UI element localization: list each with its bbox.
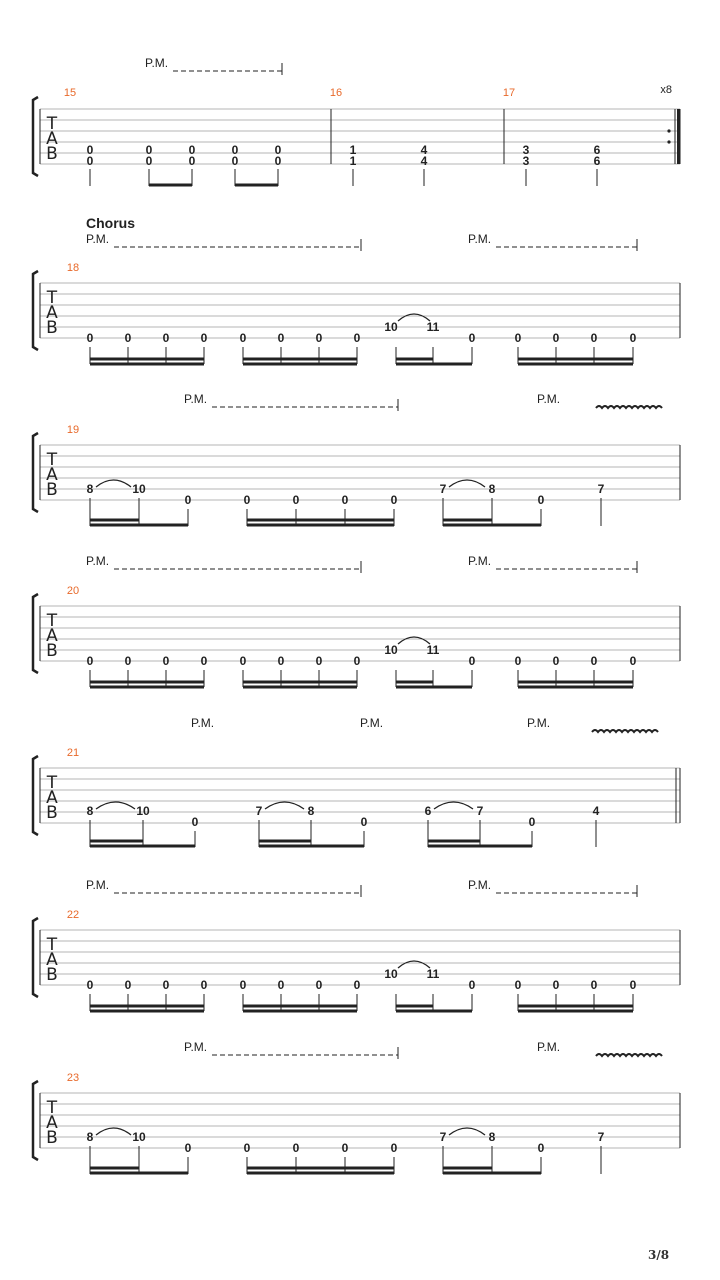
tab-note: 0: [145, 143, 153, 157]
tab-note: 0: [590, 331, 598, 345]
tab-note: 10: [384, 320, 398, 334]
system-3-system-bracket: [33, 433, 38, 512]
tab-note: 0: [315, 654, 323, 668]
tab-note: 4: [420, 143, 428, 157]
system-5-tab-b: B: [46, 803, 58, 823]
system-6-tab-a: A: [46, 950, 58, 970]
tab-note: 6: [593, 154, 601, 168]
system-5-system-bracket: [33, 756, 38, 835]
tab-note: 7: [597, 1130, 605, 1144]
system-6-tab-b: B: [46, 965, 58, 985]
tab-note: 0: [188, 143, 196, 157]
tab-note: 0: [353, 654, 361, 668]
system-7-tab-b: B: [46, 1128, 58, 1148]
tab-note: 1: [349, 143, 357, 157]
system-3-tab-b: B: [46, 480, 58, 500]
tab-note: 0: [184, 493, 192, 507]
system-7-pm-2-label: P.M.: [537, 1040, 561, 1054]
slur-tie: [96, 480, 131, 487]
tab-note: 0: [468, 331, 476, 345]
tab-note: 0: [537, 1141, 545, 1155]
slur-tie: [265, 802, 304, 809]
system-5-tab-t: T: [46, 773, 58, 793]
system-3-vibrato-wave: [596, 406, 662, 408]
system-4-tab-t: T: [46, 611, 58, 631]
system-6-pm-2-label: P.M.: [468, 878, 492, 892]
tab-note: 0: [239, 331, 247, 345]
tab-note: 0: [353, 978, 361, 992]
slur-tie: [398, 961, 430, 968]
tab-note: 0: [162, 654, 170, 668]
tab-note: 10: [136, 804, 150, 818]
tab-note: 0: [277, 978, 285, 992]
tab-note: 1: [349, 154, 357, 168]
system-6-system-bracket: [33, 918, 38, 997]
tab-note: 7: [476, 804, 484, 818]
tab-note: 0: [274, 154, 282, 168]
system-6-tab-t: T: [46, 935, 58, 955]
system-1-pm-label: P.M.: [145, 56, 169, 70]
tab-note: 0: [231, 143, 239, 157]
tab-note: 7: [439, 1130, 447, 1144]
system-4-pm-2-label: P.M.: [468, 554, 492, 568]
tab-note: 0: [360, 815, 368, 829]
tab-note: 0: [390, 493, 398, 507]
system-6-pm-1-label: P.M.: [86, 878, 110, 892]
tab-note: 0: [145, 154, 153, 168]
tab-note: 0: [537, 493, 545, 507]
tab-note: 0: [552, 978, 560, 992]
tab-note: 7: [255, 804, 263, 818]
system-2-tab-t: T: [46, 288, 58, 308]
system-3-pm-2-label: P.M.: [537, 392, 561, 406]
system-1-tab-t: T: [46, 114, 58, 134]
system-3-tab-t: T: [46, 450, 58, 470]
tab-note: 0: [552, 331, 560, 345]
tab-note: 0: [239, 978, 247, 992]
tab-note: 10: [384, 967, 398, 981]
system-2-tab-b: B: [46, 318, 58, 338]
system-4-system-bracket: [33, 594, 38, 673]
tab-note: 10: [132, 1130, 146, 1144]
system-1-tab-b: B: [46, 144, 58, 164]
tab-note: 0: [353, 331, 361, 345]
tab-note: 0: [86, 143, 94, 157]
measure-number: 16: [329, 87, 343, 99]
tab-note: 0: [188, 154, 196, 168]
tab-note: 7: [597, 482, 605, 496]
system-7-tab-a: A: [46, 1113, 58, 1133]
tab-note: 11: [426, 967, 440, 981]
tab-note: 0: [124, 654, 132, 668]
tab-note: 6: [593, 143, 601, 157]
measure-number: 20: [66, 585, 80, 597]
tab-note: 0: [514, 331, 522, 345]
tab-note: 11: [426, 320, 440, 334]
tab-note: 8: [86, 1130, 94, 1144]
system-2-pm-1-label: P.M.: [86, 232, 110, 246]
measure-number: 15: [63, 87, 77, 99]
measure-number: 19: [66, 424, 80, 436]
slur-tie: [398, 637, 430, 644]
tab-note: 0: [292, 493, 300, 507]
tab-note: 0: [468, 654, 476, 668]
slur-tie: [449, 1128, 485, 1135]
tab-note: 0: [231, 154, 239, 168]
tab-note: 11: [426, 643, 440, 657]
tab-note: 8: [86, 804, 94, 818]
repeat-barline-thick: [677, 109, 681, 164]
measure-number: 21: [66, 747, 80, 759]
tab-note: 0: [86, 654, 94, 668]
tab-note: 0: [162, 978, 170, 992]
tab-note: 7: [439, 482, 447, 496]
tab-note: 0: [468, 978, 476, 992]
system-2-tab-a: A: [46, 303, 58, 323]
slur-tie: [96, 1128, 131, 1135]
tab-note: 0: [243, 493, 251, 507]
tab-note: 4: [420, 154, 428, 168]
tab-note: 10: [384, 643, 398, 657]
system-7-vibrato-wave: [596, 1054, 662, 1056]
tab-note: 8: [488, 1130, 496, 1144]
system-1-tab-a: A: [46, 129, 58, 149]
tab-note: 0: [86, 154, 94, 168]
tab-note: 0: [277, 331, 285, 345]
tab-note: 0: [200, 978, 208, 992]
tab-note: 10: [132, 482, 146, 496]
system-4-tab-a: A: [46, 626, 58, 646]
tab-note: 0: [239, 654, 247, 668]
measure-number: 22: [66, 909, 80, 921]
tab-note: 0: [629, 654, 637, 668]
system-7-pm-1-label: P.M.: [184, 1040, 208, 1054]
tab-note: 0: [590, 654, 598, 668]
tab-note: 0: [124, 331, 132, 345]
tab-note: 8: [488, 482, 496, 496]
tab-note: 0: [184, 1141, 192, 1155]
system-5-vibrato-wave: [592, 730, 658, 732]
system-7-tab-t: T: [46, 1098, 58, 1118]
system-7-system-bracket: [33, 1081, 38, 1160]
tab-note: 0: [86, 331, 94, 345]
system-2-system-bracket: [33, 271, 38, 350]
tab-note: 8: [86, 482, 94, 496]
measure-number: 18: [66, 262, 80, 274]
system-3-tab-a: A: [46, 465, 58, 485]
measure-number: 17: [502, 87, 516, 99]
system-1-system-bracket: [33, 97, 38, 176]
slur-tie: [449, 480, 485, 487]
tab-note: 0: [86, 978, 94, 992]
slur-tie: [434, 802, 473, 809]
repeat-count: x8: [660, 84, 672, 96]
tab-note: 4: [592, 804, 600, 818]
tab-note: 0: [629, 331, 637, 345]
section-label-chorus: Chorus: [86, 215, 135, 231]
system-5-pm-2-label: P.M.: [360, 716, 384, 730]
tab-note: 0: [315, 978, 323, 992]
tab-note: 0: [277, 654, 285, 668]
tab-note: 0: [315, 331, 323, 345]
slur-tie: [398, 314, 430, 321]
tab-note: 0: [191, 815, 199, 829]
tab-note: 6: [424, 804, 432, 818]
system-3-pm-1-label: P.M.: [184, 392, 208, 406]
tab-note: 3: [522, 143, 530, 157]
tab-note: 0: [514, 978, 522, 992]
tab-note: 8: [307, 804, 315, 818]
tab-note: 0: [162, 331, 170, 345]
tab-note: 0: [514, 654, 522, 668]
tab-note: 0: [341, 493, 349, 507]
tab-note: 0: [552, 654, 560, 668]
system-2-pm-2-label: P.M.: [468, 232, 492, 246]
system-4-pm-1-label: P.M.: [86, 554, 110, 568]
system-4-tab-b: B: [46, 641, 58, 661]
tab-note: 0: [274, 143, 282, 157]
tab-note: 0: [390, 1141, 398, 1155]
repeat-dot: [667, 140, 670, 143]
tab-note: 0: [292, 1141, 300, 1155]
tab-note: 0: [528, 815, 536, 829]
page-number: 3/8: [648, 1248, 670, 1262]
system-5-pm-1-label: P.M.: [191, 716, 215, 730]
tab-note: 0: [590, 978, 598, 992]
tab-note: 0: [124, 978, 132, 992]
repeat-dot: [667, 129, 670, 132]
tab-note: 0: [200, 331, 208, 345]
tab-note: 3: [522, 154, 530, 168]
tab-note: 0: [629, 978, 637, 992]
slur-tie: [96, 802, 135, 809]
measure-number: 23: [66, 1072, 80, 1084]
system-5-tab-a: A: [46, 788, 58, 808]
tab-note: 0: [200, 654, 208, 668]
tab-note: 0: [341, 1141, 349, 1155]
tab-note: 0: [243, 1141, 251, 1155]
system-5-pm-3-label: P.M.: [527, 716, 551, 730]
